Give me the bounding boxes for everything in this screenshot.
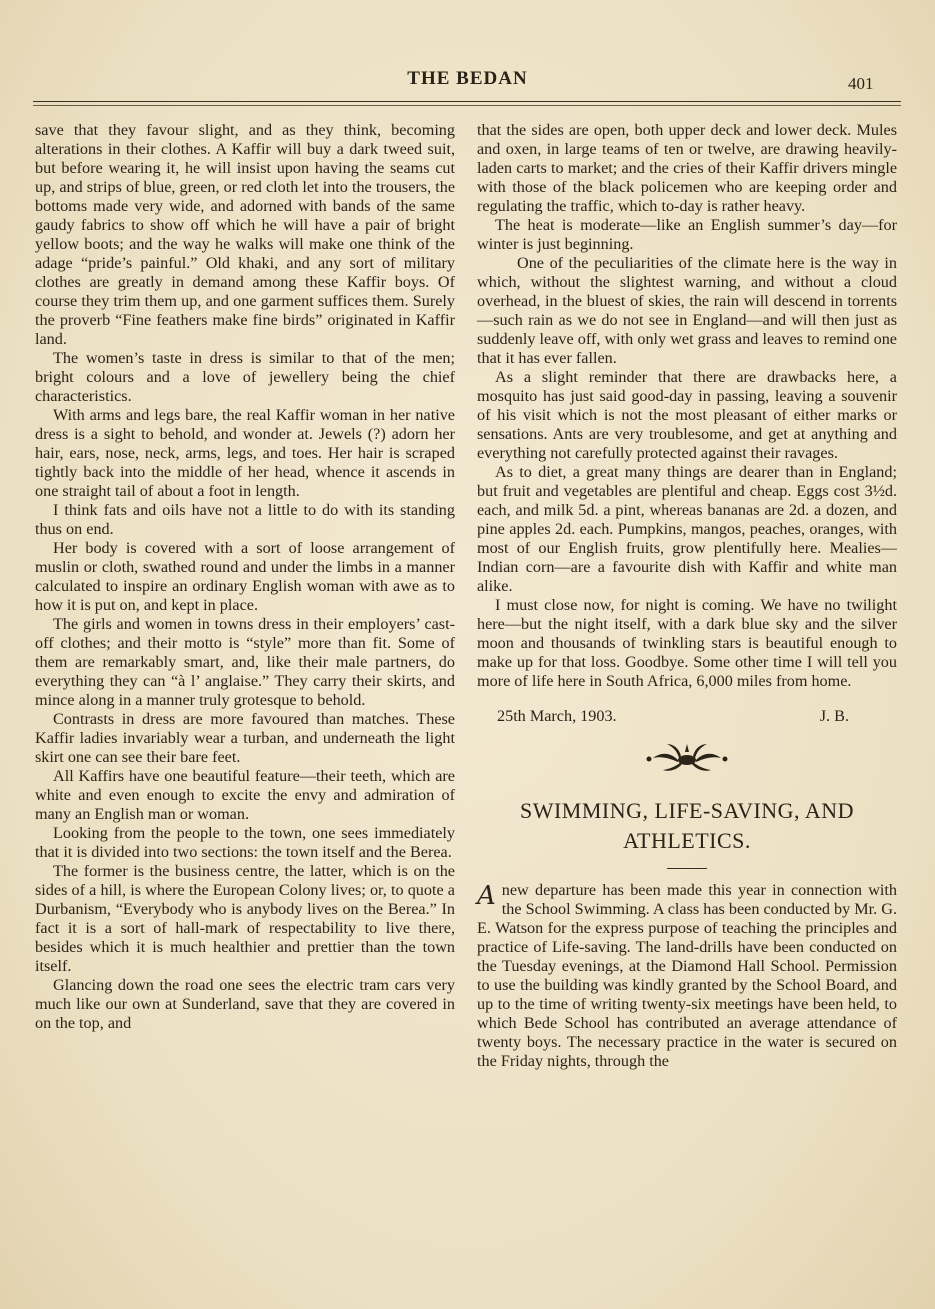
left-column	[35, 121, 455, 1033]
dateline	[477, 707, 897, 726]
page-number: 401	[848, 74, 874, 93]
article-text: new departure has been made this year in connection with the School Swimming. A class has been conducted by Mr. G. E. Watson for the express purpose of teaching the principles and practice of Life-saving. The land-drills have been conducted on the Tuesday evenings, at the Diamond Hall School. Permission to use the building was kindly granted by the School Board, and up to the time of writing twenty-six meetings have been held, to which Bede School has contributed an average attendance of twenty boys. The necessary practice in the water is secured on the Friday nights, through the	[477, 881, 897, 1070]
paragraph: The girls and women in towns dress in their employers’ cast-off clothes; and their motto is “style” more than fit. Some of them are remarkably smart, and, like their male partners, do everything they can “à l’ anglaise.” They carry their skirts, and mince along in a manner truly grotesque to behold.	[35, 615, 455, 709]
article-paragraph	[477, 881, 897, 1071]
letter-date: 25th March, 1903.	[497, 707, 617, 725]
paragraph: I think fats and oils have not a little to do with its standing thus on end.	[35, 501, 455, 538]
paragraph: As a slight reminder that there are drawbacks here, a mosquito has just said good-day in passing, leaving a souvenir of his visit which is not the most pleasant of either marks or sensations. Ants are very troublesome, and get at anything and everything not carefully protected against their ravages.	[477, 368, 897, 462]
heading-rule	[667, 868, 707, 869]
section-heading-line: ATHLETICS.	[623, 828, 751, 853]
paragraph: The heat is moderate—like an English summer’s day—for winter is just beginning.	[477, 216, 897, 253]
letter-signature: J. B.	[819, 707, 849, 725]
paragraph: All Kaffirs have one beautiful feature—their teeth, which are white and even enough to excite the envy and admiration of many an English man or woman.	[35, 767, 455, 823]
section-heading	[477, 796, 897, 856]
section-heading-line: SWIMMING, LIFE-SAVING, AND	[519, 798, 855, 823]
paragraph: As to diet, a great many things are dearer than in England; but fruit and vegetables are plentiful and cheap. Eggs cost 3½d. each, and milk 5d. a pint, whereas bananas are 2d. a dozen, and pine apples 2d. each. Pumpkins, mangos, peaches, oranges, with most of our English fruits, grow plentifully here. Mealies—Indian corn—are a favourite dish with Kaffir and white man alike.	[477, 463, 897, 595]
paragraph: With arms and legs bare, the real Kaffir woman in her native dress is a sight to behold, and wonder at. Jewels (?) adorn her hair, ears, nose, neck, arms, legs, and toes. Her hair is scraped tightly back into the middle of her head, whence it ascends in one straight tail of about a foot in length.	[35, 406, 455, 500]
header-rule-thin	[33, 105, 901, 106]
paragraph: The former is the business centre, the latter, which is on the sides of a hill, is where the European Colony lives; or, to quote a Durbanism, “Everybody who is anybody lives on the Berea.” In fact it is a sort of hall-mark of respectability to live there, besides which it is much healthier and prettier than the town itself.	[35, 862, 455, 975]
paragraph: The women’s taste in dress is similar to that of the men; bright colours and a love of jewellery being the chief characteristics.	[35, 349, 455, 405]
paragraph: save that they favour slight, and as they think, becoming alterations in their clothes. A Kaffir will buy a dark tweed suit, but before wearing it, he will insist upon having the seams cut up, and strips of blue, green, or red cloth let into the trousers, the bottoms made very wide, and adorned with bands of the same gaudy fabrics to show off which he will have a pair of bright yellow boots; and the way he walks will make one think of the adage “pride’s painful.” Old khaki, and any sort of military clothes are greatly in demand among these Kaffir boys. Of course they trim them up, and one garment suffices them. Surely the proverb “Fine feathers make fine birds” originated in Kaffir land.	[35, 121, 455, 348]
right-column	[477, 121, 897, 1071]
paragraph: Glancing down the road one sees the electric tram cars very much like our own at Sunderland, save that they are covered in on the top, and	[35, 976, 455, 1032]
paragraph: Contrasts in dress are more favoured than matches. These Kaffir ladies invariably wear a turban, and underneath the light skirt one can see their bare feet.	[35, 710, 455, 766]
paragraph: I must close now, for night is coming. We have no twilight here—but the night itself, with a dark blue sky and the silver moon and thousands of twinkling stars is beautiful enough to make up for that loss. Goodbye. Some other time I will tell you more of life here in South Africa, 6,000 miles from home.	[477, 596, 897, 690]
paragraph: Looking from the people to the town, one sees immediately that it is divided into two sections: the town itself and the Berea.	[35, 824, 455, 861]
paragraph: that the sides are open, both upper deck and lower deck. Mules and oxen, in large teams of ten or twelve, are drawing heavily-laden carts to market; and the cries of their Kaffir drivers mingle with those of the black policemen who are keeping order and regulating the traffic, which to-day is rather heavy.	[477, 121, 897, 215]
drop-cap: A	[477, 881, 496, 911]
paragraph: One of the peculiarities of the climate here is the way in which, without the slightest warning, and without a cloud overhead, in the bluest of skies, the rain will descend in torrents—such rain as we do not see in England—and will then just as suddenly leave off, with only wet grass and leaves to remind one that it has ever fallen.	[477, 254, 897, 367]
running-header-title: THE BEDAN	[407, 68, 528, 89]
floral-ornament-icon	[637, 738, 737, 778]
header-rule	[33, 101, 901, 102]
paragraph: Her body is covered with a sort of loose arrangement of muslin or cloth, swathed round and under the limbs in a manner calculated to inspire an ordinary English woman with awe as to how it is put on, and kept in place.	[35, 539, 455, 614]
